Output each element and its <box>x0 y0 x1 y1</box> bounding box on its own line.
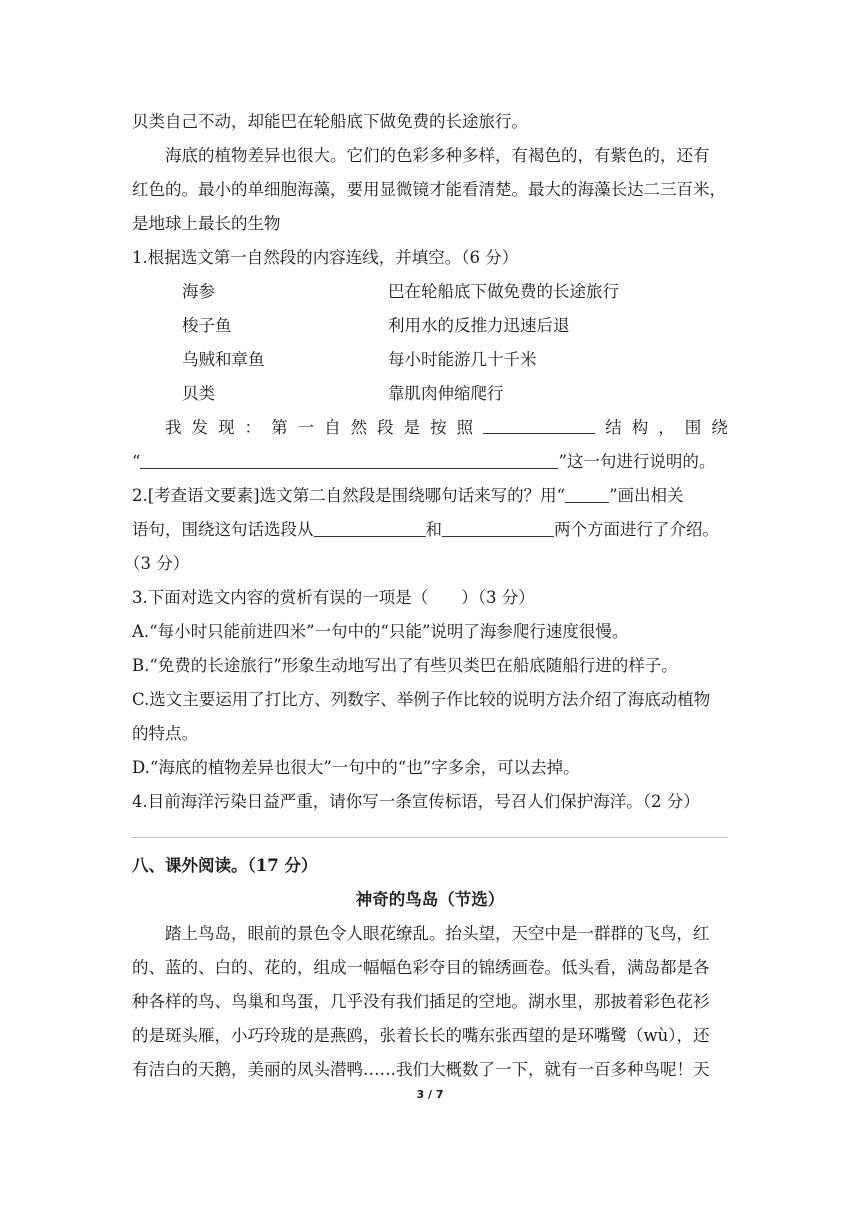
passage-line: 是地球上最长的生物 <box>132 214 281 233</box>
aspect-2-blank[interactable] <box>442 520 554 537</box>
discover-char: 是 <box>403 418 421 437</box>
match-right-item: 每小时能游几十千米 <box>388 350 537 369</box>
discover-char: 然 <box>350 418 368 437</box>
section-heading: 八、课外阅读。（17 分） <box>132 856 318 875</box>
discover-char: 绕 <box>711 418 728 437</box>
question-2-text: 两个方面进行了介绍。 <box>554 520 719 539</box>
option-b: B.“免费的长途旅行”形象生动地写出了有些贝类巴在船底随船行进的样子。 <box>132 656 678 675</box>
discover-char: 第 <box>271 418 288 437</box>
match-left-item: 梭子鱼 <box>182 316 232 335</box>
passage-line: 有洁白的天鹅，美丽的凤头潜鸭……我们大概数了一下，就有一百多种鸟呢！天 <box>132 1060 710 1079</box>
match-right-item: 利用水的反推力迅速后退 <box>388 316 570 335</box>
passage-line: 海底的植物差异也很大。它们的色彩多种多样，有褐色的，有紫色的，还有 <box>165 146 710 165</box>
passage-line: 踏上鸟岛，眼前的景色令人眼花缭乱。抬头望，天空中是一群群的飞鸟，红 <box>165 924 710 943</box>
discover-char: 自 <box>324 418 341 437</box>
discover-char: 围 <box>684 418 702 437</box>
quote-open: “ <box>132 452 141 471</box>
question-2-line <box>132 519 719 541</box>
center-sentence-blank[interactable] <box>140 452 558 469</box>
page-number: 3 / 7 <box>416 1088 444 1101</box>
match-right-item: 靠肌肉伸缩爬行 <box>388 384 504 403</box>
passage-line: 种各样的鸟、鸟巢和鸟蛋，几乎没有我们插足的空地。湖水里，那披着彩色花衫 <box>132 992 710 1011</box>
discover-char: 结 <box>605 418 622 437</box>
question-2-text: 语句，围绕这句话选段从 <box>132 520 314 539</box>
question-4-stem: 4.目前海洋污染日益严重，请你写一条宣传标语，号召人们保护海洋。（2 分） <box>132 792 700 811</box>
question-2-text: ”画出相关 <box>609 486 684 505</box>
discover-char: ， <box>658 418 675 437</box>
question-1-stem: 1.根据选文第一自然段的内容连线，并填空。（6 分） <box>132 248 519 267</box>
option-a: A.“每小时只能前进四米”一句中的“只能”说明了海参爬行速度很慢。 <box>132 622 629 641</box>
discover-char: 段 <box>377 418 394 437</box>
question-2-score: （3 分） <box>124 554 190 573</box>
option-c-cont: 的特点。 <box>132 724 198 743</box>
discover-char: 构 <box>631 418 649 437</box>
match-left-item: 乌贼和章鱼 <box>182 350 265 369</box>
answer-line[interactable] <box>132 837 728 838</box>
question-2-text: 和 <box>425 520 442 539</box>
discover-char: 按 <box>430 418 447 437</box>
passage-line: 的、蓝的、白的、花的，组成一幅幅色彩夺目的锦绣画卷。低头看，满岛都是各 <box>132 958 710 977</box>
passage-line: 贝类自己不动，却能巴在轮船底下做免费的长途旅行。 <box>132 112 528 131</box>
match-right-item: 巴在轮船底下做免费的长途旅行 <box>388 282 619 301</box>
passage-title: 神奇的鸟岛（节选） <box>355 890 505 909</box>
discover-char: 一 <box>297 418 315 437</box>
discover-char: ： <box>244 418 262 437</box>
structure-blank[interactable] <box>483 417 595 434</box>
underline-sample-blank <box>565 486 609 503</box>
match-left-item: 贝类 <box>182 384 215 403</box>
passage-line: 红色的。最小的单细胞海藻，要用显微镜才能看清楚。最大的海藻长达二三百米， <box>132 180 726 199</box>
quote-tail: ”这一句进行说明的。 <box>558 452 716 471</box>
question-2-line <box>132 485 684 507</box>
option-c: C.选文主要运用了打比方、列数字、举例子作比较的说明方法介绍了海底动植物 <box>132 690 711 709</box>
discover-char: 现 <box>218 418 235 437</box>
aspect-1-blank[interactable] <box>314 520 426 537</box>
discover-char: 我 <box>165 418 182 437</box>
match-left-item: 海参 <box>182 282 215 301</box>
option-d: D.“海底的植物差异也很大”一句中的“也”字多余，可以去掉。 <box>132 758 580 777</box>
passage-line: 的是斑头雁，小巧玲珑的是燕鸥，张着长长的嘴东张西望的是环嘴鹭（wù），还 <box>132 1026 710 1045</box>
discover-line <box>165 417 728 439</box>
question-3-stem: 3.下面对选文内容的赏析有误的一项是（ ）（3 分） <box>132 588 535 607</box>
discover-char: 发 <box>191 418 209 437</box>
quote-line <box>132 451 715 473</box>
question-2-text: 2.[考查语文要素]选文第二自然段是围绕哪句话来写的？用“ <box>132 486 566 505</box>
discover-char: 照 <box>456 418 474 437</box>
